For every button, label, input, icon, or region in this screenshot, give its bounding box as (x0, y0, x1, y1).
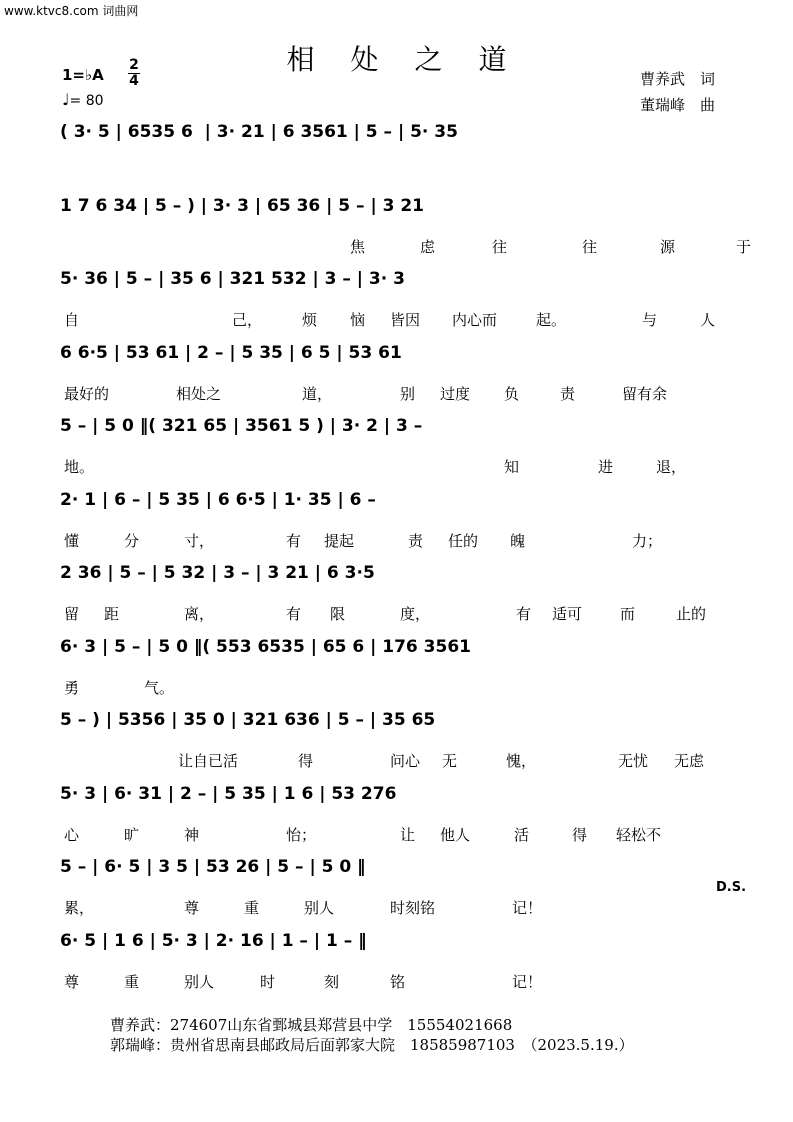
lyric-word: 问心 (390, 752, 421, 770)
lyric-word: 寸， (184, 531, 215, 550)
lyric-word: 轻松不 (616, 825, 662, 844)
lyric-word: 让自已活 (178, 752, 239, 770)
notation-line (60, 627, 732, 667)
lyric-word: 尊 (64, 972, 80, 991)
notation-text: 5· 36 | 5 – | 35 6 | 321 532 | 3 – | 3· 3 (60, 269, 405, 289)
lyric-word: 过度 (440, 384, 471, 403)
lyrics-line (60, 603, 732, 627)
song-title: 相处之道 (286, 43, 543, 76)
lyric-word: 分 (124, 531, 140, 550)
lyrics-line (60, 456, 732, 480)
lyric-word: 懂 (64, 531, 80, 550)
notation-text: 6· 5 | 1 6 | 5· 3 | 2· 16 | 1 – | 1 – ‖ (60, 930, 367, 951)
lyric-word: 责 (560, 384, 576, 403)
notation-line (60, 774, 732, 814)
lyric-word: 得 (298, 752, 314, 770)
lyrics-line (60, 750, 732, 774)
lyric-word: 进 (598, 458, 614, 476)
address-lyricist: 曹养武：274607山东省鄄城县郑营县中学 15554021668 (110, 1016, 513, 1034)
tempo-mark: ♩= 80 (62, 90, 104, 109)
notation-line (60, 480, 732, 520)
lyric-word: 任的 (448, 531, 479, 550)
notation-line (60, 186, 732, 226)
lyric-word: 离， (184, 605, 215, 623)
lyric-word: 往 (582, 237, 598, 256)
lyric-word: 止的 (676, 605, 707, 623)
lyric-word: 别人 (184, 972, 215, 991)
lyric-word: 时 (260, 972, 276, 991)
notation-text: ( 3· 5 | 6535 6 | 3· 21 | 6 3561 | 5 – | 5· 35 (60, 122, 458, 142)
ds-mark: D.S. (716, 880, 747, 895)
lyric-word: 往 (492, 237, 508, 256)
notation-text: 6 6·5 | 53 61 | 2 – | 5 35 | 6 5 | 53 61 (60, 342, 402, 363)
lyric-word: 责 (408, 531, 424, 550)
notation-text: 5· 3 | 6· 31 | 2 – | 5 35 | 1 6 | 53 276 (60, 783, 397, 804)
lyrics-line (60, 162, 732, 186)
site-watermark: www.ktvc8.com 词曲网 (4, 4, 139, 18)
lyric-word: 旷 (124, 825, 140, 844)
notation-line (60, 406, 732, 446)
lyric-word: 源 (660, 237, 676, 256)
lyric-word: 神 (184, 825, 200, 844)
quarter-note-icon: ♩ (62, 90, 70, 109)
notation-line (60, 259, 732, 299)
lyric-word: 己， (232, 311, 263, 329)
lyric-word: 心 (64, 825, 80, 844)
lyric-word: 留 (64, 605, 80, 623)
time-sig-bottom: 4 (129, 73, 139, 89)
lyric-word: 留有余 (622, 384, 668, 403)
lyric-word: 皆因 (390, 311, 421, 329)
notation-text: 5 – | 6· 5 | 3 5 | 53 26 | 5 – | 5 0 ‖ (60, 857, 366, 877)
notation-text: 5 – | 5 0 ‖( 321 65 | 3561 5 ) | 3· 2 | 3 – (60, 416, 423, 436)
lyrics-line (60, 897, 732, 921)
lyric-word: 负 (504, 384, 520, 403)
lyric-word: 适可 (552, 605, 583, 623)
lyric-word: 虑 (420, 237, 436, 256)
lyric-word: 有 (286, 531, 302, 550)
lyric-word: 力； (632, 531, 663, 550)
key-signature: 1=♭A (62, 66, 104, 84)
lyric-word: 与 (642, 311, 658, 329)
lyric-word: 有 (286, 605, 302, 623)
lyric-word: 别 (400, 384, 416, 403)
notation-line (60, 553, 732, 593)
address-composer: 郭瑞峰：贵州省思南县邮政局后面郭家大院 18585987103 （2023.5.19.） (110, 1036, 634, 1054)
notation-line (60, 112, 732, 152)
notation-text: 5 – ) | 5356 | 35 0 | 321 636 | 5 – | 35 65 (60, 710, 436, 730)
lyric-word: 尊 (184, 899, 200, 917)
lyric-word: 有 (516, 605, 532, 623)
lyric-word: 无 (442, 752, 458, 770)
lyric-word: 自 (64, 311, 80, 329)
lyric-word: 记！ (512, 899, 543, 917)
lyric-word: 他人 (440, 825, 471, 844)
lyric-word: 焦 (350, 237, 366, 256)
lyrics-line (60, 677, 732, 701)
lyric-word: 无虑 (674, 752, 705, 770)
notation-text: 6· 3 | 5 – | 5 0 ‖( 553 6535 | 65 6 | 176 3561 (60, 636, 471, 657)
lyric-word: 刻 (324, 972, 340, 991)
lyrics-line (60, 236, 752, 260)
composer-credit: 董瑞峰 曲 (640, 96, 716, 114)
lyric-word: 限 (330, 605, 346, 623)
lyric-word: 退， (656, 458, 687, 476)
lyric-word: 道， (302, 384, 333, 403)
notation-text: 2 36 | 5 – | 5 32 | 3 – | 3 21 | 6 3·5 (60, 563, 375, 583)
lyricist-credit: 曹养武 词 (640, 70, 716, 88)
lyric-word: 于 (736, 237, 752, 256)
lyric-word: 恼 (350, 311, 366, 329)
lyrics-line (60, 530, 732, 554)
lyric-word: 记！ (512, 972, 543, 991)
lyrics-line (60, 824, 732, 848)
lyric-word: 魄 (510, 531, 526, 550)
lyric-word: 内心而 (452, 311, 498, 329)
lyric-word: 提起 (324, 531, 355, 550)
lyric-word: 人 (700, 311, 716, 329)
lyric-word: 重 (244, 899, 260, 917)
lyric-word: 烦 (302, 311, 318, 329)
lyric-word: 重 (124, 972, 140, 991)
lyric-word: 勇 (64, 678, 80, 697)
notation-line (60, 333, 732, 373)
lyric-word: 活 (514, 825, 530, 844)
lyric-word: 相处之 (176, 384, 222, 403)
lyric-word: 愧， (506, 752, 537, 770)
lyric-word: 地。 (64, 458, 95, 476)
time-signature (128, 58, 140, 89)
time-sig-top: 2 (129, 57, 139, 73)
lyric-word: 最好的 (64, 384, 110, 403)
lyric-word: 而 (620, 605, 636, 623)
lyric-word: 时刻铭 (390, 899, 436, 917)
lyric-word: 起。 (536, 311, 567, 329)
lyric-word: 别人 (304, 899, 335, 917)
lyric-word: 知 (504, 458, 520, 476)
lyric-word: 度， (400, 605, 431, 623)
notation-line (60, 921, 732, 961)
lyrics-line (60, 383, 732, 407)
notation-text: 1 7 6 34 | 5 – ) | 3· 3 | 65 36 | 5 – | 3 21 (60, 195, 424, 216)
lyric-word: 距 (104, 605, 120, 623)
lyrics-line (60, 309, 732, 333)
lyric-word: 累， (64, 899, 95, 917)
notation-text: 2· 1 | 6 – | 5 35 | 6 6·5 | 1· 35 | 6 – (60, 489, 376, 510)
lyric-word: 怡； (286, 825, 317, 844)
lyric-word: 气。 (144, 678, 175, 697)
lyric-word: 得 (572, 825, 588, 844)
lyrics-line (60, 971, 732, 995)
lyric-word: 无忧 (618, 752, 649, 770)
notation-line (60, 700, 732, 740)
lyric-word: 铭 (390, 972, 406, 991)
notation-line (60, 847, 732, 887)
lyric-word: 让 (400, 825, 416, 844)
